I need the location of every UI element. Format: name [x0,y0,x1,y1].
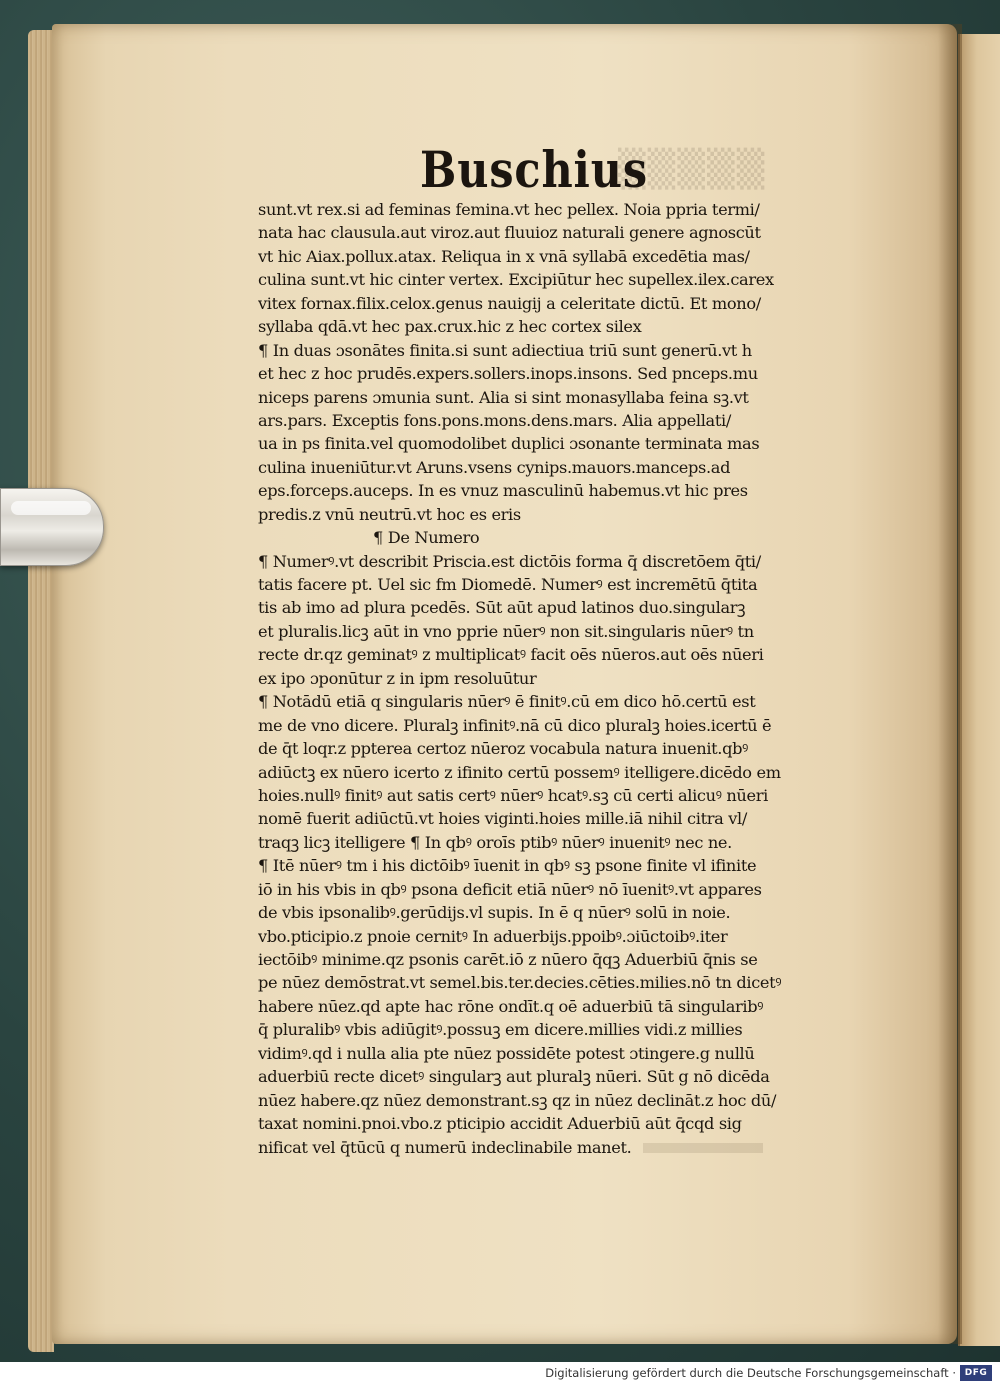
footer-bar [0,1362,1000,1385]
text-line: vitex fornax.filix.celox.genus nauigij a celeritate dictū. Et mono/ [258,293,761,313]
text-line: ¶ In duas ɔsonātes finita.si sunt adiectiua triū sunt generū.vt h [258,340,752,360]
text-line: ¶ Numerꝰ.vt describit Priscia.est dictōis forma q̄ discretōem q̄ti/ [258,551,761,571]
text-line: me de vno dicere. Pluralꝫ infinitꝰ.nā cū dico pluralꝫ hoies.icertū ē [258,715,772,735]
section-heading: ¶ De Numero [373,528,480,548]
text-line: et hec z hoc prudēs.expers.sollers.inops.insons. Sed pnceps.mu [258,364,758,384]
text-block [258,198,858,1159]
text-line: q̄ pluralibꝰ vbis adiūgitꝰ.possuꝫ em dicere.millies vidi.z millies [258,1020,743,1040]
text-line: ¶ Notādū etiā q singularis nūerꝰ ē finitꝰ.cū em dico hō.certū est [258,692,756,712]
text-line: et pluralis.licꝫ aūt in vno pprie nūerꝰ non sit.singularis nūerꝰ tn [258,621,754,641]
text-line: vidimꝰ.qd i nulla alia pte nūez possidēte potest ɔtingere.g nullū [258,1043,755,1063]
spine-shadow [938,24,962,1344]
running-head: Buschius [420,140,648,199]
text-line: ex ipo ɔponūtur z in ipm resoluūtur [258,668,537,688]
bleed-through-text: ▒▒▒▒▒ [618,148,767,190]
text-line: recte dr.qz geminatꝰ z multiplicatꝰ facit oēs nūeros.aut oēs nūeri [258,645,764,665]
text-line: nata hac clausula.aut viroz.aut fluuioz naturali genere agnoscūt [258,223,761,243]
text-line: de q̄t loqr.z ppterea certoz nūeroz vocabula natura inuenit.qbꝰ [258,739,748,759]
facing-page-edge [958,34,1000,1346]
text-line: ars.pars. Exceptis fons.pons.mons.dens.mars. Alia appellati/ [258,410,731,430]
text-line: eps.forceps.auceps. In es vnuz masculinū habemus.vt hic pres [258,481,748,501]
page-edges [28,30,54,1352]
text-line: aduerbiū recte dicetꝰ singularꝫ aut pluralꝫ nūeri. Sūt g nō dicēda [258,1067,770,1087]
text-line: pe nūez demōstrat.vt semel.bis.ter.decies.cēties.milies.nō tn dicetꝰ [258,973,782,993]
text-line: habere nūez.qd apte hac rōne ondīt.q oē aduerbiū tā singularibꝰ [258,996,764,1016]
book-clamp [0,488,104,566]
text-line: culina inueniūtur.vt Aruns.vsens cynips.mauors.manceps.ad [258,457,731,477]
text-line: nomē fuerit adiūctū.vt hoies viginti.hoies mille.iā nihil citra vl/ [258,809,747,829]
text-line: de vbis ipsonalibꝰ.gerūdijs.vl supis. In ē q nūerꝰ solū in noie. [258,903,731,923]
text-line: predis.z vnū neutrū.vt hoc es eris [258,504,521,524]
text-line: tatis facere pt. Uel sic fm Diomedē. Numerꝰ est incremētū q̄tita [258,575,758,594]
text-line: traqꝫ licꝫ itelligere ¶ In qbꝰ oroīs ptibꝰ nūerꝰ inuenitꝰ nec ne. [258,832,732,852]
text-line: iō in his vbis in qbꝰ psona deficit etiā nūerꝰ nō īuenitꝰ.vt appares [258,879,762,899]
text-line: iectōibꝰ minime.qz psonis carēt.iō z nūero q̄qꝫ Aduerbiū q̄nis se [258,950,758,969]
text-line: vt hic Aiax.pollux.atax. Reliqua in x vnā syllabā excedētia mas/ [258,246,750,266]
funding-credit: Digitalisierung gefördert durch die Deutsche Forschungsgemeinschaft · [545,1366,956,1380]
text-line: adiūctꝫ ex nūero icerto z ifinito certū possemꝰ itelligere.dicēdo em [258,762,781,782]
text-line: ¶ Itē nūerꝰ tm i his dictōibꝰ īuenit in qbꝰ sꝫ psone finite vl ifinite [258,856,757,876]
text-line: taxat nomini.pnoi.vbo.z pticipio accidit Aduerbiū aūt q̄cqd sig [258,1114,742,1134]
text-line: tis ab imo ad plura pcedēs. Sūt aūt apud latinos duo.singularꝫ [258,598,746,618]
dfg-logo-icon: DFG [960,1365,992,1381]
text-line: niceps parens ɔmunia sunt. Alia si sint monasyllaba feina sꝫ.vt [258,387,749,407]
text-line: nificat vel q̄tūcū q numerū indeclinabile manet. [258,1136,858,1159]
text-line: sunt.vt rex.si ad feminas femina.vt hec pellex. Noia ppria termi/ [258,200,760,219]
text-line: culina sunt.vt hic cinter vertex. Excipiūtur hec supellex.ilex.carex [258,270,774,290]
text-line: syllaba qdā.vt hec pax.crux.hic z hec cortex silex [258,317,642,337]
text-line: nūez habere.qz nūez demonstrant.sꝫ qz in nūez declināt.z hoc dū/ [258,1090,777,1110]
text-line: vbo.pticipio.z pnoie cernitꝰ In aduerbijs.ppoibꝰ.ɔiūctoibꝰ.iter [258,926,728,946]
text-line: hoies.nullꝰ finitꝰ aut satis certꝰ nūerꝰ hcatꝰ.sꝫ cū certi alicuꝰ nūeri [258,785,768,805]
text-line: ua in ps finita.vel quomodolibet duplici ɔsonante terminata mas [258,434,760,454]
